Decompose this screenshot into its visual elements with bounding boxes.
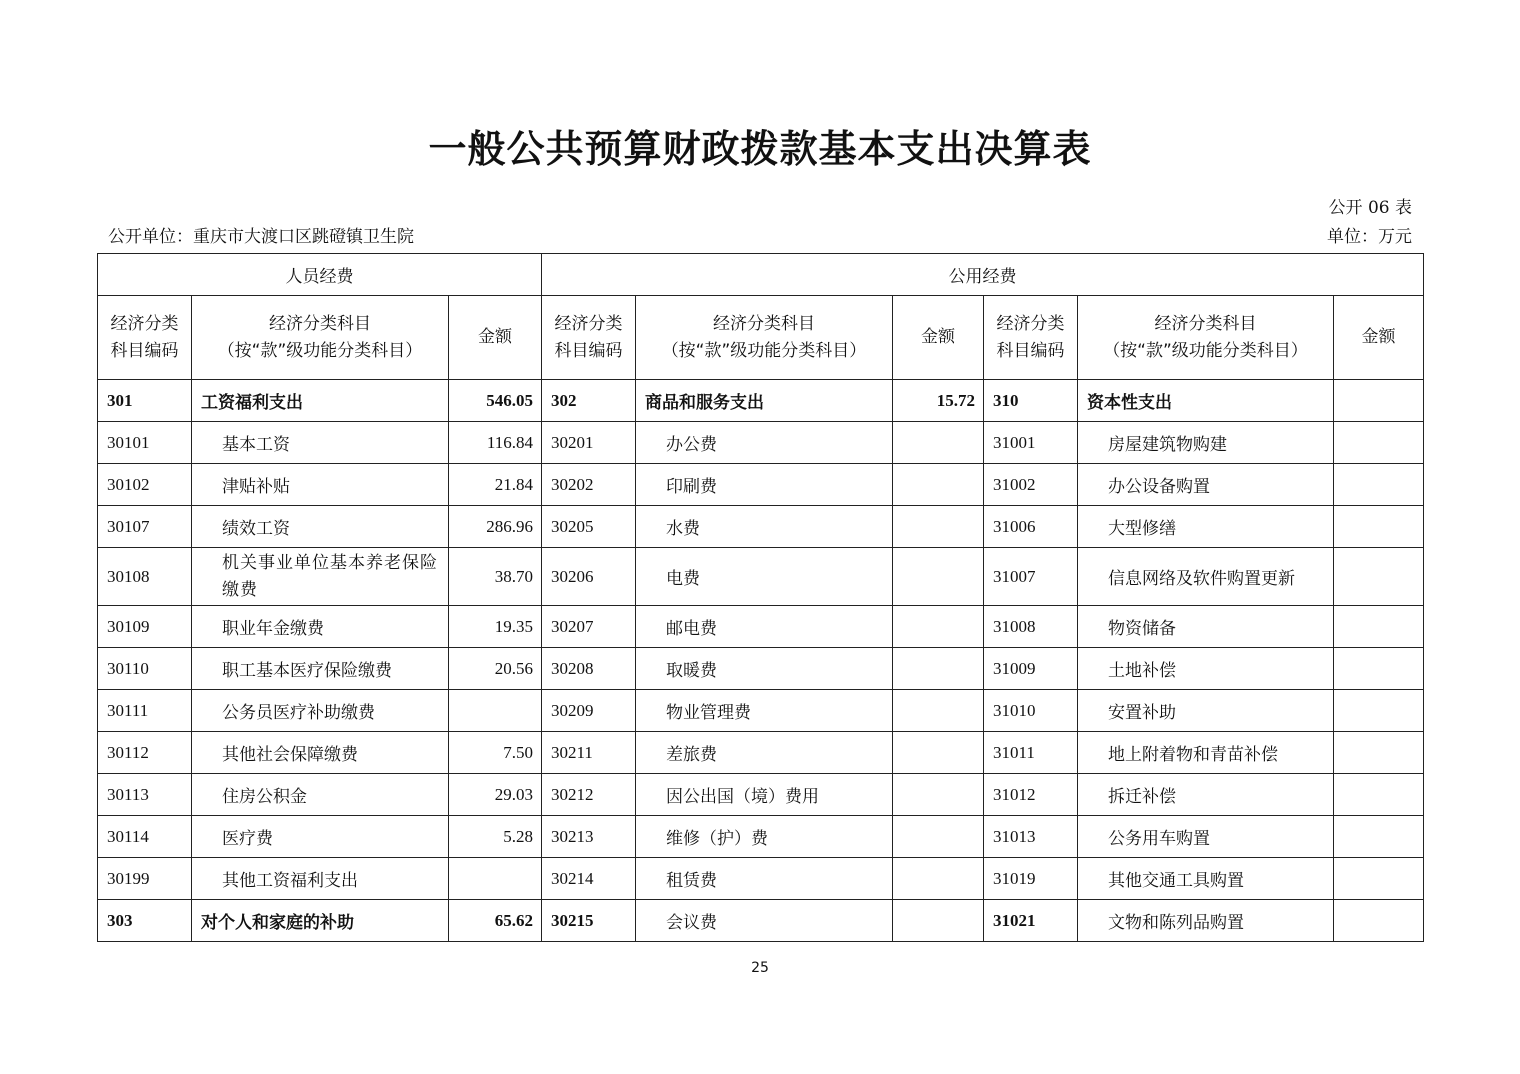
cell-name: 因公出国（境）费用 [636,774,893,816]
cell-amount: 65.62 [449,900,542,942]
cell-code: 31008 [984,606,1078,648]
table-row [98,506,1424,548]
cell-code: 30112 [98,732,192,774]
col-header-name-line1: 经济分类科目 [1154,313,1257,334]
cell-name: 其他社会保障缴费 [192,732,449,774]
cell-code: 31006 [984,506,1078,548]
cell-amount [1334,858,1424,900]
col-header-code-text: 经济分类科目编码 [110,313,179,361]
cell-amount: 286.96 [449,506,542,548]
cell-name: 电费 [636,548,893,606]
cell-amount [893,774,984,816]
cell-code: 30110 [98,648,192,690]
cell-name: 对个人和家庭的补助 [192,900,449,942]
table-row [98,900,1424,942]
cell-code: 30113 [98,774,192,816]
cell-name: 医疗费 [192,816,449,858]
col-header-name [1078,296,1334,380]
table-row [98,606,1424,648]
cell-amount [1334,648,1424,690]
cell-code: 30107 [98,506,192,548]
cell-amount: 7.50 [449,732,542,774]
table-row [98,422,1424,464]
cell-name: 住房公积金 [192,774,449,816]
cell-amount [1334,690,1424,732]
cell-name: 会议费 [636,900,893,942]
cell-amount [1334,506,1424,548]
form-number: 公开 06 表 [1328,198,1412,218]
cell-amount [893,464,984,506]
cell-name: 土地补偿 [1078,648,1334,690]
table-row [98,648,1424,690]
cell-amount [1334,606,1424,648]
cell-amount [893,548,984,606]
cell-name: 拆迁补偿 [1078,774,1334,816]
cell-name: 其他交通工具购置 [1078,858,1334,900]
group-header-personnel: 人员经费 [98,254,542,296]
cell-name: 邮电费 [636,606,893,648]
cell-code: 31019 [984,858,1078,900]
cell-name: 差旅费 [636,732,893,774]
col-header-code-text: 经济分类科目编码 [996,313,1065,361]
cell-name: 物资储备 [1078,606,1334,648]
cell-code: 30213 [542,816,636,858]
col-header-code-text: 经济分类科目编码 [554,313,623,361]
cell-amount [1334,816,1424,858]
cell-amount [893,648,984,690]
cell-amount [893,900,984,942]
cell-amount [893,422,984,464]
cell-code: 30205 [542,506,636,548]
cell-name: 房屋建筑物购建 [1078,422,1334,464]
col-header-code [98,296,192,380]
cell-name: 大型修缮 [1078,506,1334,548]
cell-code: 30108 [98,548,192,606]
cell-name: 基本工资 [192,422,449,464]
cell-code: 30109 [98,606,192,648]
cell-name: 地上附着物和青苗补偿 [1078,732,1334,774]
currency-unit: 单位：万元 [1327,227,1412,247]
cell-code: 30212 [542,774,636,816]
cell-code: 31010 [984,690,1078,732]
table-row [98,858,1424,900]
cell-code: 30114 [98,816,192,858]
cell-amount: 546.05 [449,380,542,422]
cell-amount [1334,900,1424,942]
cell-amount [893,816,984,858]
cell-code: 30214 [542,858,636,900]
cell-code: 31009 [984,648,1078,690]
cell-amount [1334,380,1424,422]
cell-amount: 29.03 [449,774,542,816]
cell-code: 31021 [984,900,1078,942]
cell-name: 职工基本医疗保险缴费 [192,648,449,690]
cell-code: 30101 [98,422,192,464]
table-row [98,464,1424,506]
cell-amount [1334,732,1424,774]
col-header-amount: 金额 [893,296,984,380]
page-title: 一般公共预算财政拨款基本支出决算表 [428,127,1092,171]
cell-amount: 38.70 [449,548,542,606]
cell-code: 30207 [542,606,636,648]
col-header-name-line1: 经济分类科目 [269,313,371,334]
cell-code: 30102 [98,464,192,506]
expenditure-table [97,253,1424,942]
cell-name: 维修（护）费 [636,816,893,858]
col-header-name-line2: （按“款”级功能分类科目） [217,340,423,361]
page-number: 25 [751,960,769,976]
table-row [98,774,1424,816]
cell-name: 印刷费 [636,464,893,506]
cell-amount: 20.56 [449,648,542,690]
cell-code: 31011 [984,732,1078,774]
cell-code: 30215 [542,900,636,942]
cell-name: 租赁费 [636,858,893,900]
cell-name: 其他工资福利支出 [192,858,449,900]
cell-amount [893,606,984,648]
col-header-name [192,296,449,380]
cell-code: 30206 [542,548,636,606]
cell-amount [449,858,542,900]
table-row [98,380,1424,422]
cell-amount [893,690,984,732]
cell-amount [1334,422,1424,464]
cell-name: 机关事业单位基本养老保险缴费 [192,548,449,606]
cell-name: 物业管理费 [636,690,893,732]
cell-code: 303 [98,900,192,942]
cell-name: 取暖费 [636,648,893,690]
cell-amount: 5.28 [449,816,542,858]
col-header-name-line2: （按“款”级功能分类科目） [661,340,867,361]
cell-name: 津贴补贴 [192,464,449,506]
cell-name: 公务员医疗补助缴费 [192,690,449,732]
cell-code: 31013 [984,816,1078,858]
cell-code: 30199 [98,858,192,900]
col-header-amount: 金额 [449,296,542,380]
cell-name: 信息网络及软件购置更新 [1078,548,1334,606]
cell-code: 301 [98,380,192,422]
table-row [98,548,1424,606]
cell-code: 30201 [542,422,636,464]
cell-amount [1334,774,1424,816]
cell-code: 30211 [542,732,636,774]
cell-amount: 21.84 [449,464,542,506]
col-header-code [542,296,636,380]
cell-name: 办公费 [636,422,893,464]
cell-name: 职业年金缴费 [192,606,449,648]
cell-amount [893,732,984,774]
cell-amount: 15.72 [893,380,984,422]
col-header-amount: 金额 [1334,296,1424,380]
col-header-name-line2: （按“款”级功能分类科目） [1103,340,1308,361]
col-header-code [984,296,1078,380]
cell-name: 公务用车购置 [1078,816,1334,858]
cell-name: 办公设备购置 [1078,464,1334,506]
col-header-name [636,296,893,380]
reporting-unit: 公开单位：重庆市大渡口区跳磴镇卫生院 [108,227,414,247]
group-header-public: 公用经费 [542,254,1424,296]
cell-code: 310 [984,380,1078,422]
cell-name: 安置补助 [1078,690,1334,732]
table-row [98,816,1424,858]
col-header-name-line1: 经济分类科目 [713,313,815,334]
table-row [98,690,1424,732]
cell-code: 31012 [984,774,1078,816]
cell-code: 31002 [984,464,1078,506]
cell-name: 工资福利支出 [192,380,449,422]
cell-code: 302 [542,380,636,422]
cell-amount [1334,464,1424,506]
cell-code: 30209 [542,690,636,732]
cell-name: 绩效工资 [192,506,449,548]
cell-amount: 116.84 [449,422,542,464]
cell-code: 30202 [542,464,636,506]
cell-code: 30208 [542,648,636,690]
cell-amount [1334,548,1424,606]
cell-code: 31007 [984,548,1078,606]
cell-code: 31001 [984,422,1078,464]
cell-name: 商品和服务支出 [636,380,893,422]
cell-name: 文物和陈列品购置 [1078,900,1334,942]
cell-name: 水费 [636,506,893,548]
cell-code: 30111 [98,690,192,732]
cell-amount [893,506,984,548]
cell-name: 资本性支出 [1078,380,1334,422]
cell-amount [449,690,542,732]
cell-amount [893,858,984,900]
cell-amount: 19.35 [449,606,542,648]
table-row [98,732,1424,774]
